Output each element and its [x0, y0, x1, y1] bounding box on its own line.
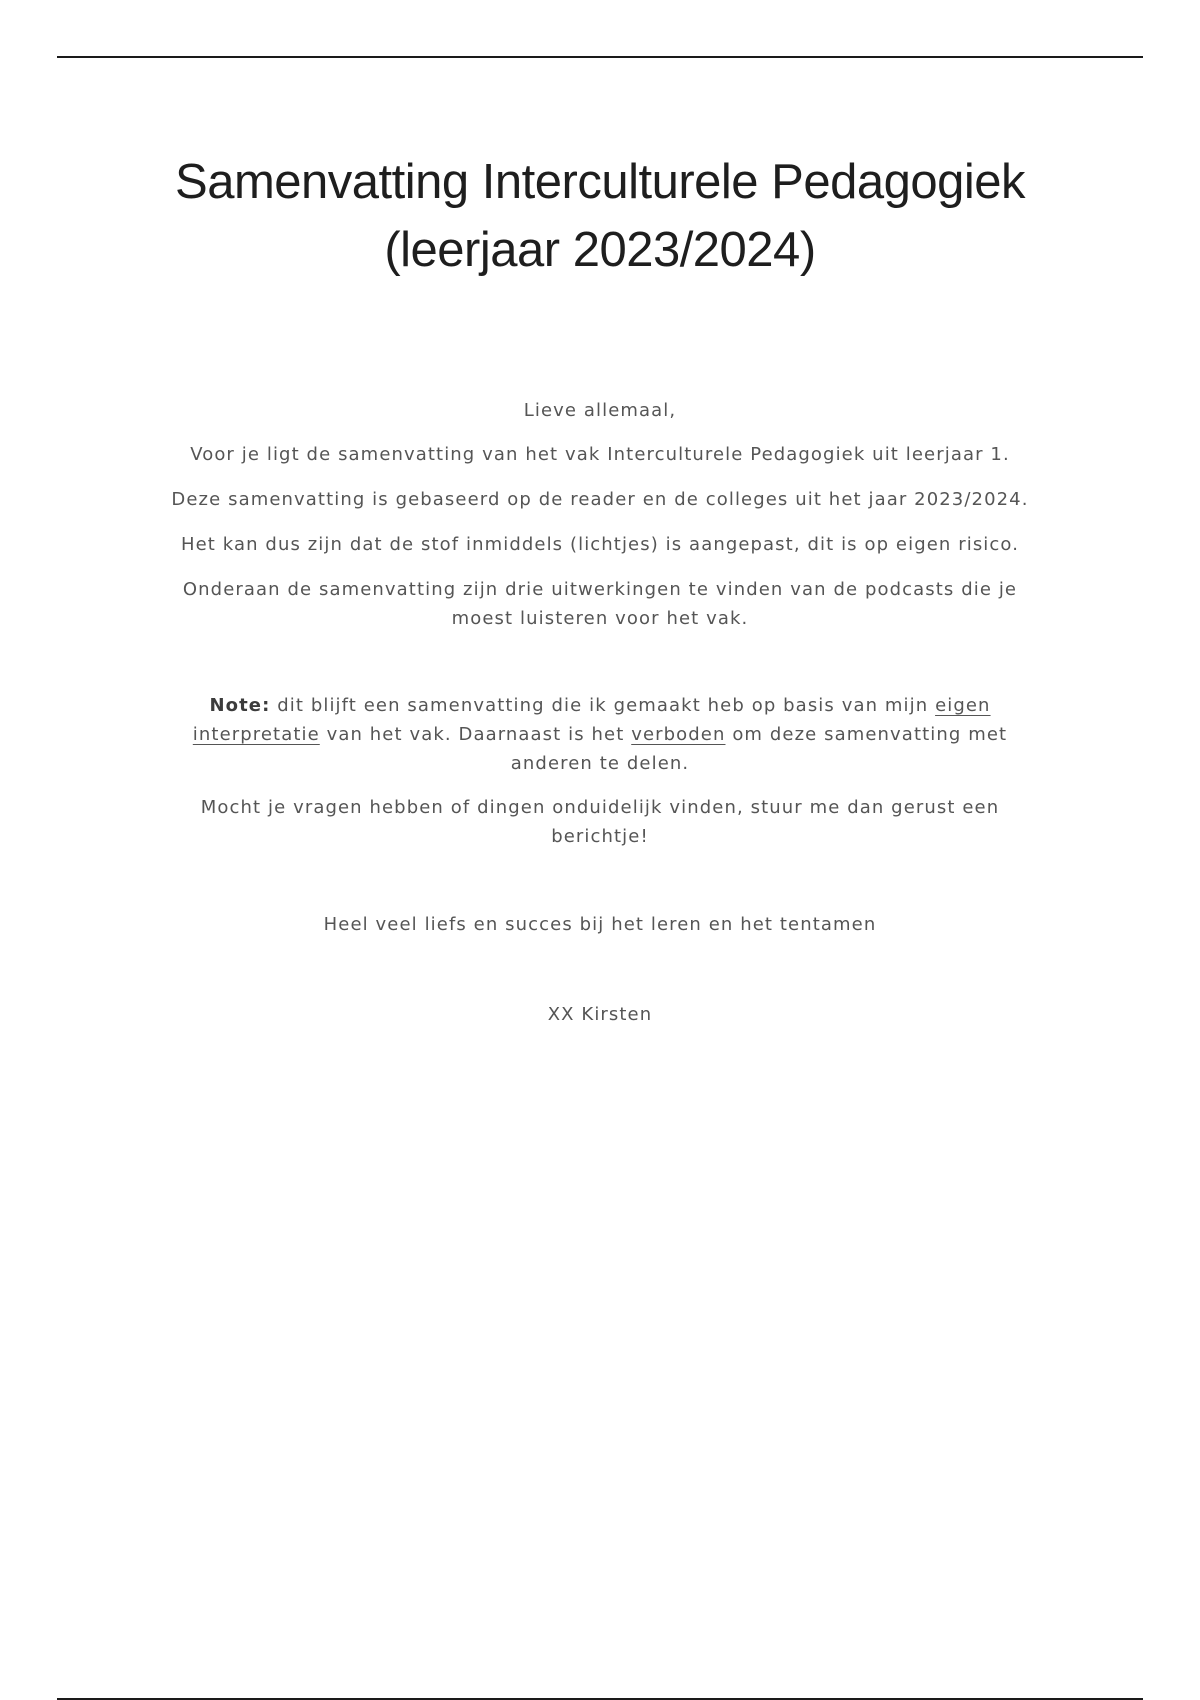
signature: XX Kirsten: [547, 1004, 653, 1025]
note-label: Note:: [209, 695, 271, 716]
intro-line-4: Onderaan de samenvatting zijn drie uitwerkingen te vinden van de podcasts die je moest luisteren voor het vak.: [182, 579, 1018, 629]
wishes-line: Heel veel liefs en succes bij het leren en het tentamen: [323, 914, 877, 935]
intro-line-3: Het kan dus zijn dat de stof inmiddels (lichtjes) is aangepast, dit is op eigen risico.: [180, 534, 1020, 555]
intro-line-1: Voor je ligt de samenvatting van het vak Interculturele Pedagogiek uit leerjaar 1.: [190, 444, 1010, 465]
title-line-2: (leerjaar 2023/2024): [384, 223, 816, 277]
intro-line-2: Deze samenvatting is gebaseerd op de reader en de colleges uit het jaar 2023/2024.: [171, 489, 1029, 510]
document-body: [150, 396, 1050, 1029]
note-underline-verboden: verboden: [631, 724, 726, 745]
note-text-after: om deze samenvatting met anderen te delen.: [510, 724, 1008, 774]
note-paragraph: [150, 691, 1050, 778]
document-title: [120, 148, 1080, 284]
note-underline-eigen-interpretatie: eigen interpretatie: [192, 695, 991, 745]
header-rule: [57, 56, 1143, 58]
note-text-middle: van het vak. Daarnaast is het: [319, 724, 632, 745]
title-line-1: Samenvatting Interculturele Pedagogiek: [175, 155, 1025, 209]
greeting: Lieve allemaal,: [523, 400, 677, 421]
questions-paragraph: Mocht je vragen hebben of dingen onduidelijk vinden, stuur me dan gerust een berichtje!: [200, 797, 1000, 847]
note-text-before: dit blijft een samenvatting die ik gemaakt heb op basis van mijn: [270, 695, 936, 716]
